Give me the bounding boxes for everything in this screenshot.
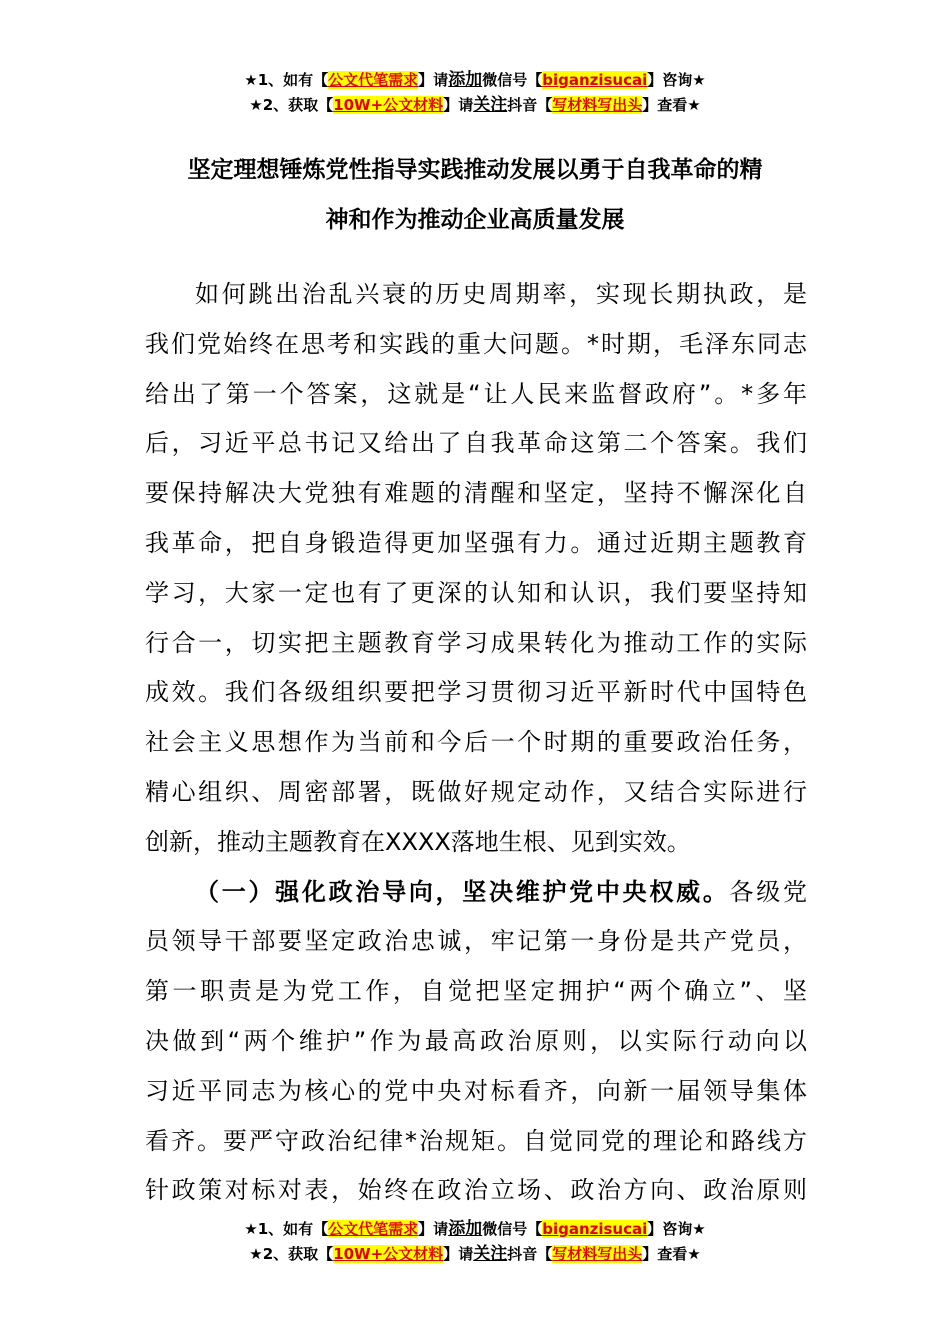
banner-line-1: ★1、如有【公文代笔需求】请添加微信号【biganzisucai】咨询★ — [244, 70, 706, 90]
text-line: 决做到“两个维护”作为最高政治原则，以实际行动向以 — [145, 1026, 807, 1055]
text-line: 创新，推动主题教育在XXXX落地生根、见到实效。 — [145, 827, 691, 856]
text-line: 如何跳出治乱兴衰的历史周期率，实现长期执政，是 — [195, 280, 807, 308]
text-line: 习近平同志为核心的党中央对标看齐，向新一届领导集体 — [145, 1076, 807, 1105]
text-line: 学习，大家一定也有了更深的认知和认识，我们要坚持知 — [145, 578, 807, 607]
text-line: 精心组织、周密部署，既做好规定动作，又结合实际进行 — [145, 777, 807, 806]
paragraph-1 — [145, 270, 807, 868]
top-banner — [0, 68, 950, 118]
text-line: 针政策对标对表，始终在政治立场、政治方向、政治原则 — [145, 1176, 807, 1205]
text-line: 我们党始终在思考和实践的重大问题。*时期，毛泽东同志 — [145, 329, 807, 358]
paragraph-2: （一）强化政治导向，坚决维护党中央权威。各级党 员领导干部要坚定政治忠诚，牢记第一身份是共产党员， 第一职责是为党工作，自觉把坚定拥护“两个确立”、坚 决做到“两个维护”作为最高政治原则，以实际行动向以 习近平同志为核心的党中央对标看齐，向新一届领导集体 看齐。要严守政治纪律*治规矩。自觉同党的理论和路线方 针政策对标对表，始终在政治立场、政治方向、政治原则 — [145, 868, 807, 1217]
douyin-id: 写材料写出头 — [552, 96, 643, 114]
text-line: 行合一，切实把主题教育学习成果转化为推动工作的实际 — [145, 628, 807, 657]
bottom-banner: ★1、如有【公文代笔需求】请添加微信号【biganzisucai】咨询★ ★2、获取【10W+公文材料】请关注抖音【写材料写出头】查看★ — [244, 1219, 706, 1264]
text-line: 员领导干部要坚定政治忠诚，牢记第一身份是共产党员， — [145, 927, 807, 956]
document-body — [145, 270, 807, 1216]
service-highlight: 公文代笔需求 — [328, 71, 419, 89]
text-line: 给出了第一个答案，这就是“让人民来监督政府”。*多年 — [145, 379, 807, 408]
text-line: 看齐。要严守政治纪律*治规矩。自觉同党的理论和路线方 — [145, 1126, 807, 1155]
text-line: 后，习近平总书记又给出了自我革命这第二个答案。我们 — [145, 429, 807, 458]
document-title: 坚定理想锤炼党性指导实践推动发展以勇于自我革命的精 神和作为推动企业高质量发展 — [187, 157, 763, 233]
text-line: 我革命，把自身锻造得更加坚强有力。通过近期主题教育 — [145, 528, 807, 557]
banner-line-2: ★2、获取【10W+公文材料】请关注抖音【写材料写出头】查看★ — [249, 95, 701, 115]
wechat-id: biganzisucai — [542, 71, 648, 89]
text-line: 第一职责是为党工作，自觉把坚定拥护“两个确立”、坚 — [145, 977, 807, 1006]
text-line: 要保持解决大党独有难题的清醒和坚定，坚持不懈深化自 — [145, 479, 807, 508]
text-line: 成效。我们各级组织要把学习贯彻习近平新时代中国特色 — [145, 678, 807, 707]
section-heading: （一）强化政治导向，坚决维护党中央权威。 — [195, 877, 730, 906]
text-line: 社会主义思想作为当前和今后一个时期的重要政治任务， — [145, 728, 807, 757]
